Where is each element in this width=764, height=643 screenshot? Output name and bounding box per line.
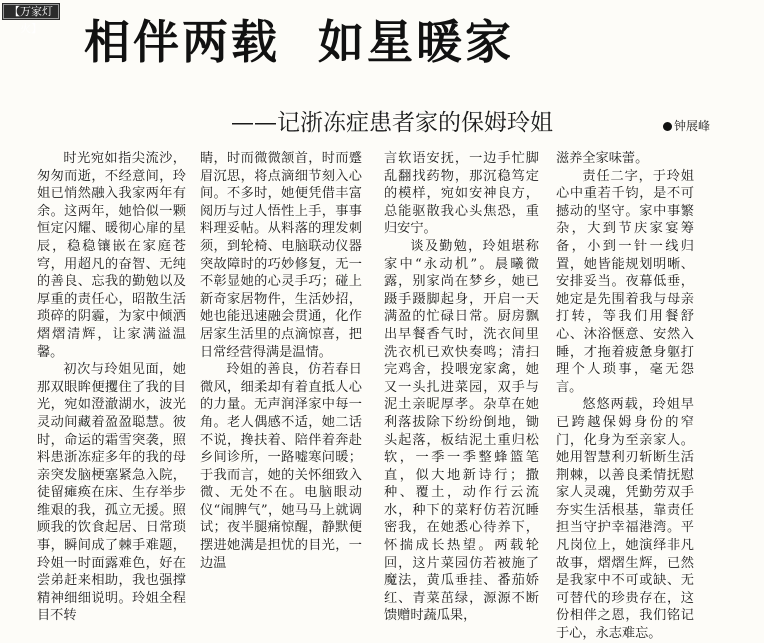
paragraph-continuation: 言软语安抚，一边手忙脚乱翻找药物，那沉稳笃定的模样，宛如安神良方，总能驱散我心头焦恐，重归安宁。 xyxy=(384,151,539,237)
paragraph-continuation: 睛，时而微微颔首，时而蹙眉沉思，将点滴细节刻入心间。不多时，她便凭借丰富阅历与过人悟性上手，事事料理妥帖。从料落的理发刺须，到轮椅、电脑联动仪器突故障时的巧妙修复，无一不彰显她的心灵手巧；碰上新奇家居物件，生活妙招，她也能迅速融会贯通，化作居家生活里的点滴惊喜，把日常经营得满是温情。 xyxy=(200,151,362,360)
paragraph: 悠悠两载，玲姐早已跨越保姆身份的窄门，化身为至亲家人。她用智慧利刃斩断生活荆棘，以善良柔情抚慰家人灵魂，凭勤劳双手夯实生活根基，靠责任担当守护幸福港湾。平凡岗位上，她演绎非凡故事，熠熠生辉，已然是我家中不可或缺、无可替代的珍贵存在，这份相伴之恩，我们铭记于心，永志难忘。 xyxy=(556,397,694,642)
paragraph: 初次与玲姐见面，她那双眼眸便攫住了我的目光，宛如澄澈湖水，波光灵动间藏着盈盈聪慧。彼时，命运的霜雪突袭，照料患浙冻症多年的我的母亲突发脑梗塞紧急入院，徒留瘫痪在床、生存举步维艰的我，孤立无援。照顾我的饮食起居、日常琐事，瞬间成了棘手难题，玲姐一时面露难色，好在尝弟赶来相助，我也强撑精神细细说明。玲姐全程目不转 xyxy=(37,362,186,624)
body-column-4 xyxy=(556,150,694,642)
bullet-icon xyxy=(663,122,672,131)
subtitle: ——记浙冻症患者家的保姆玲姐 xyxy=(231,110,553,136)
paragraph: 时光宛如指尖流沙，匆匆而逝，不经意间，玲姐已悄然融入我家两年有余。这两年，她恰似一颗恒定闪耀、暖彻心扉的星辰，稳稳镶嵌在家庭苍穹，用超凡的奋智、无纯的善良、忘我的勤勉以及厚重的责任心，昭散生活琐碎的阴霾，为家中倾洒熠熠清辉，让家满溢温馨。 xyxy=(37,151,186,360)
body-column-1 xyxy=(37,150,186,624)
author-name: 钟展峰 xyxy=(674,119,711,133)
body-column-3 xyxy=(384,150,539,624)
headline: 相伴两载 如星暖家 xyxy=(84,15,515,69)
byline xyxy=(663,118,710,134)
column-tag: 【万家灯火】 xyxy=(2,3,60,20)
body-column-2 xyxy=(200,150,362,571)
paragraph: 责任二字，于玲姐心中重若千钧，是不可撼动的坚守。家中事繁杂，大到节庆家宴筹备，小到一针一线归置，她皆能规划明晰、安排妥当。夜幕低垂，她定是先围着我与母亲打转，等我们用餐舒心、沐浴惬意、安然入睡，才拖着疲惫身躯打理个人琐事，毫无怨言。 xyxy=(556,168,694,395)
paragraph-continuation: 滋养全家味蕾。 xyxy=(556,151,649,166)
paragraph: 玲姐的善良，仿若春日微风，细柔却有着直抵人心的力量。无声润泽家中每一角。老人偶感不适，她二话不说，搀扶着、陪伴着奔赴乡间诊所，一路嘘寒问暖；于我而言，她的关怀细致入微、无处不在。电脑眼动仪“闹脾气”，她马马上就调试；夜半腿痛惊醒，静默便摆进她满是担忧的目光，一边温 xyxy=(200,362,362,571)
paragraph: 谈及勤勉，玲姐堪称家中“永动机”。晨曦微露，别家尚在梦乡，她已蹑手蹑脚起身，开启一天满盈的忙碌日常。厨房飘出早餐香气时，洗衣间里洗衣机已欢快奏鸣；清扫完鸡舍，投喂宠家禽，她又一头扎进菜园，双手与泥土亲昵厚孝。杂草在她利落拔除下纷纷倒地，锄头起落，板结泥土重归松软，一季一季整蜂篮笔直，似大地新诗行；撒种、覆土，动作行云流水，种下的菜籽仿若沉睡密我，在她悉心待养下，怀揣成长热望。两载轮回，这片菜园仿若被施了魔法，黄瓜垂挂、番茄娇红、青菜茁绿，源源不断馈赠时蔬瓜果， xyxy=(384,238,539,624)
